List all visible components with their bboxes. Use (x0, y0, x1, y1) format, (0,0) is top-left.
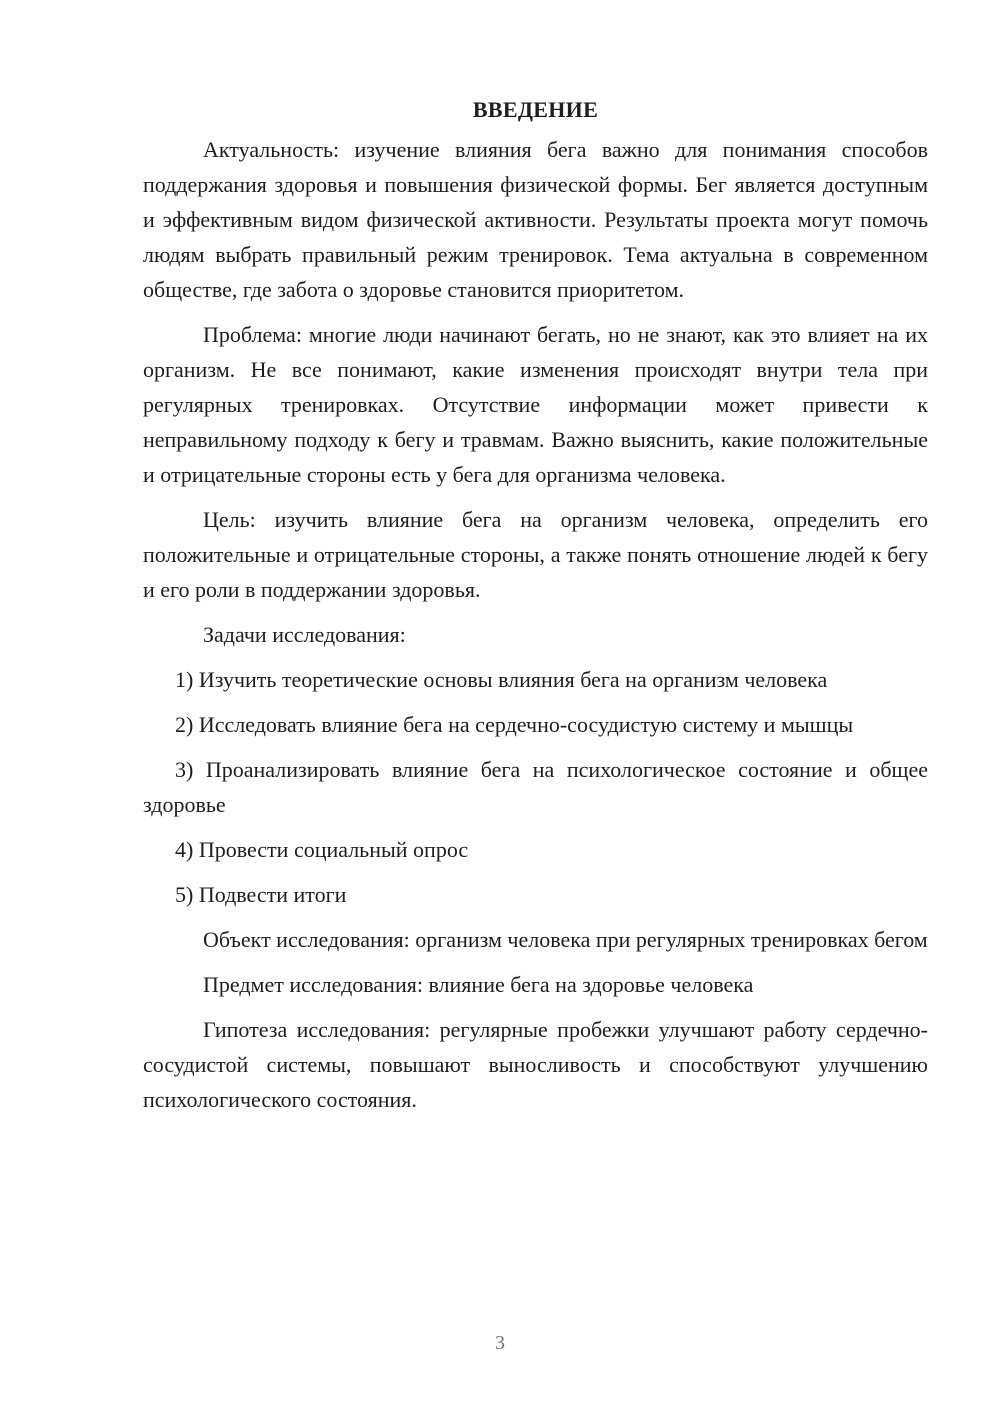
task-item-1: 1) Изучить теоретические основы влияния бега на организм человека (175, 667, 828, 692)
object-paragraph: Объект исследования: организм человека при регулярных тренировках бегом (203, 927, 928, 952)
subject-paragraph: Предмет исследования: влияние бега на здоровье человека (203, 972, 754, 997)
task-item-2: 2) Исследовать влияние бега на сердечно-сосудистую систему и мышцы (175, 712, 854, 737)
goal-paragraph: Цель: изучить влияние бега на организм человека, определить его положительные и отрицательные стороны, а также понять отношение людей к бегу и его роли в поддержании здоровья. (143, 507, 928, 602)
problem-paragraph: Проблема: многие люди начинают бегать, но не знают, как это влияет на их организм. Не все понимают, какие изменения происходят внутри тела при регулярных тренировках. Отсутствие информации может привести к неправильному подходу к бегу и травмам. Важно выяснить, какие положительные и отрицательные стороны есть у бега для организма человека. (143, 322, 928, 487)
hypothesis-paragraph: Гипотеза исследования: регулярные пробежки улучшают работу сердечно-сосудистой системы, повышают выносливость и способствуют улучшению психологического состояния. (143, 1017, 928, 1112)
document-page (143, 92, 928, 1127)
tasks-heading: Задачи исследования: (203, 622, 406, 647)
task-item-4: 4) Провести социальный опрос (175, 837, 469, 862)
task-item-5: 5) Подвести итоги (175, 882, 347, 907)
task-item-3: 3) Проанализировать влияние бега на психологическое состояние и общее здоровье (143, 757, 928, 817)
page-number: 3 (495, 1332, 505, 1354)
page-title: ВВЕДЕНИЕ (472, 97, 599, 122)
relevance-paragraph: Актуальность: изучение влияния бега важно для понимания способов поддержания здоровья и повышения физической формы. Бег является доступным и эффективным видом физической активности. Результаты проекта могут помочь людям выбрать правильный режим тренировок. Тема актуальна в современном обществе, где забота о здоровье становится приоритетом. (143, 137, 928, 302)
